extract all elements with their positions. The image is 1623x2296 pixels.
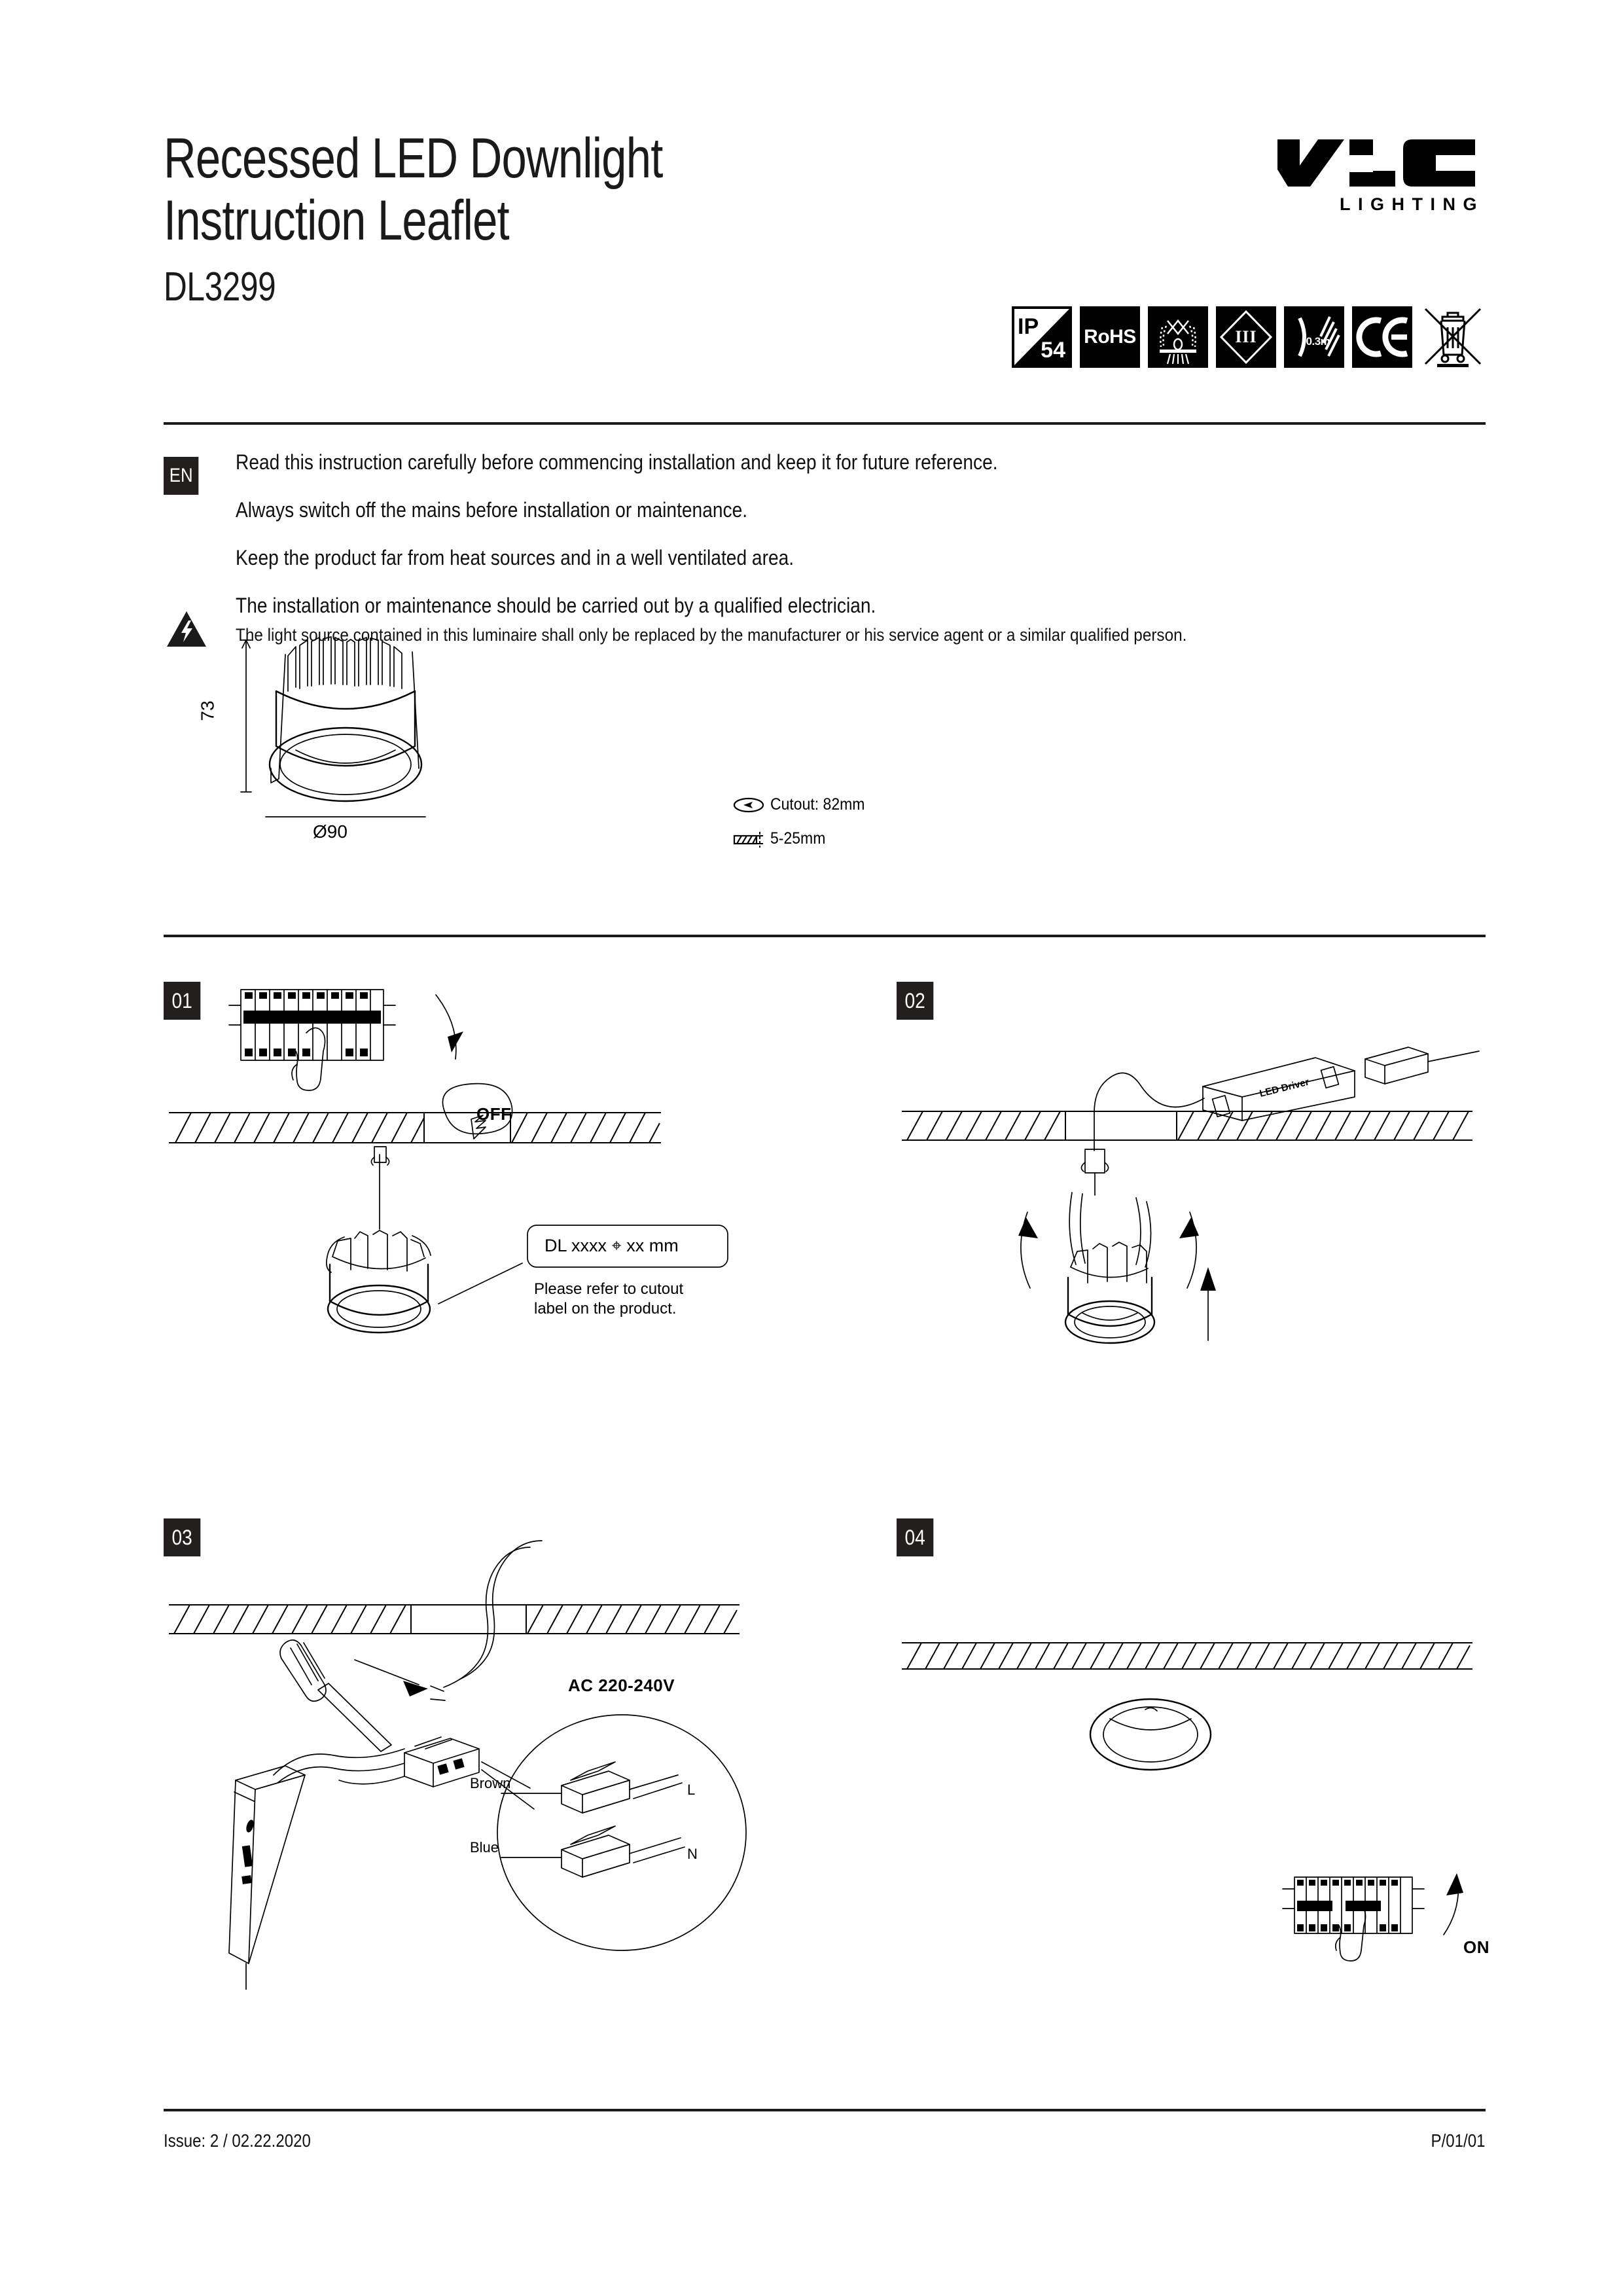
ceiling-section [169, 1084, 661, 1143]
step-number-badge: 02 [897, 982, 933, 1020]
switch-on-arrow-icon [1444, 1873, 1463, 1935]
label-leader-line [438, 1263, 522, 1304]
downlight-body [1065, 1242, 1154, 1343]
language-badge: EN [164, 457, 198, 495]
trim-ring [270, 728, 421, 801]
switch-off-label: OFF [476, 1104, 512, 1124]
document-title-line2: Instruction Leaflet [164, 188, 509, 252]
model-number: DL3299 [164, 264, 276, 310]
switch-off-arrow-icon [436, 995, 463, 1059]
voltage-label: AC 220-240V [568, 1676, 675, 1695]
safety-line: The installation or maintenance should be carried out by a qualified electrician. [236, 594, 876, 617]
cutout-code-label: DL xxxx ⌖ xx mm [544, 1236, 679, 1255]
step-01-illustration [164, 982, 818, 1407]
class-iii-label: III [1235, 327, 1257, 346]
rohs-badge [1080, 306, 1140, 368]
ceiling-section [902, 1111, 1472, 1140]
safety-line-list [236, 452, 1486, 643]
document-header [164, 128, 1486, 403]
product-dimension-drawing [164, 625, 1486, 936]
logo-wordmark: LIGHTING [1340, 194, 1484, 214]
warning-text: The light source contained in this luminaire shall only be replaced by the manufacturer or his service agent or a similar qualified person. [236, 625, 1187, 645]
height-dimension [241, 640, 251, 792]
switch-on-label: ON [1463, 1937, 1489, 1957]
step-02 [897, 982, 1486, 1407]
finger-icon [292, 1028, 325, 1090]
brand-logo [1270, 134, 1486, 215]
ceiling-thickness-icon [733, 830, 764, 848]
cutout-label: Cutout: 82mm [770, 795, 865, 814]
spec-list [733, 795, 873, 863]
safety-line: Keep the product far from heat sources and in a well ventilated area. [236, 546, 794, 569]
blue-wire-label: Blue [470, 1839, 499, 1856]
led-driver-icon [229, 1766, 305, 1990]
min-distance-badge [1284, 306, 1344, 368]
driver-wire [1094, 1073, 1204, 1113]
svg-text:LED Driver: LED Driver [1258, 1076, 1311, 1100]
ip-value: 54 [1041, 338, 1065, 363]
step-01 [164, 982, 818, 1407]
heatsink-fins [288, 637, 402, 691]
cutout-note-line2: label on the product. [534, 1300, 677, 1318]
strain-relief-icon [1081, 1149, 1108, 1195]
certification-badges [1012, 306, 1486, 368]
hanging-fixture [327, 1147, 431, 1333]
hole-saw-icon [733, 797, 764, 814]
step-number-badge: 03 [164, 1518, 200, 1556]
live-terminal-label: L [687, 1782, 696, 1798]
thickness-spec-row [733, 829, 873, 848]
installed-downlight [1090, 1699, 1211, 1770]
weee-badge [1420, 306, 1486, 368]
ceiling-section [169, 1605, 740, 1634]
safety-line: Read this instruction carefully before commencing installation and keep it for future reference. [236, 450, 998, 474]
step-number-badge: 04 [897, 1518, 933, 1556]
ce-mark-badge [1352, 306, 1412, 368]
driver-connector-icon [1365, 1047, 1479, 1084]
wiring-detail-circle [482, 1715, 746, 1950]
section-divider [164, 935, 1486, 937]
document-title-line1: Recessed LED Downlight [164, 127, 663, 190]
diameter-label: Ø90 [313, 821, 348, 842]
page-number: P/01/01 [1431, 2130, 1486, 2151]
ip-rating-badge [1012, 306, 1072, 368]
driver-output-wire [274, 1749, 404, 1783]
step-03-illustration [164, 1518, 818, 1990]
ce-mark-icon [1352, 306, 1412, 368]
fire-rated-badge [1148, 306, 1208, 368]
rotate-arrows-icon [1018, 1212, 1216, 1340]
downlight-dimension-svg [223, 628, 720, 936]
screwdriver-icon [280, 1640, 391, 1751]
spring-clips [1069, 1193, 1150, 1267]
thickness-label: 5-25mm [770, 829, 826, 848]
header-divider [164, 422, 1486, 425]
step-04 [897, 1518, 1489, 2003]
brown-wire-label: Brown [470, 1775, 511, 1791]
ceiling-section [902, 1643, 1472, 1669]
terminal-block-icon [339, 1737, 479, 1787]
step-03 [164, 1518, 818, 1990]
rohs-label: RoHS [1084, 326, 1136, 348]
safety-line: Always switch off the mains before installation or maintenance. [236, 498, 748, 522]
finger-icon [1336, 1904, 1366, 1961]
cutout-note-line1: Please refer to cutout [534, 1280, 684, 1298]
document-footer [164, 2130, 1486, 2151]
footer-divider [164, 2109, 1486, 2111]
step-number-badge: 01 [164, 982, 200, 1020]
step-02-illustration [897, 982, 1486, 1407]
fire-rated-icon [1148, 306, 1208, 368]
title-block [164, 127, 787, 310]
mains-cable [431, 1541, 542, 1700]
neutral-terminal-label: N [687, 1846, 698, 1862]
class-iii-badge [1216, 306, 1276, 368]
breaker-panel-icon [229, 990, 395, 1060]
vjc-logo-icon [1270, 134, 1486, 192]
height-label: 73 [197, 700, 218, 721]
crossed-out-bin-icon [1420, 306, 1486, 368]
cutout-spec-row [733, 795, 873, 814]
min-distance-label: -0.3m [1302, 334, 1330, 348]
ip-label: IP [1018, 314, 1039, 339]
issue-info: Issue: 2 / 02.22.2020 [164, 2130, 311, 2151]
step-04-illustration [897, 1518, 1486, 2003]
insert-arrow-icon [355, 1660, 428, 1696]
